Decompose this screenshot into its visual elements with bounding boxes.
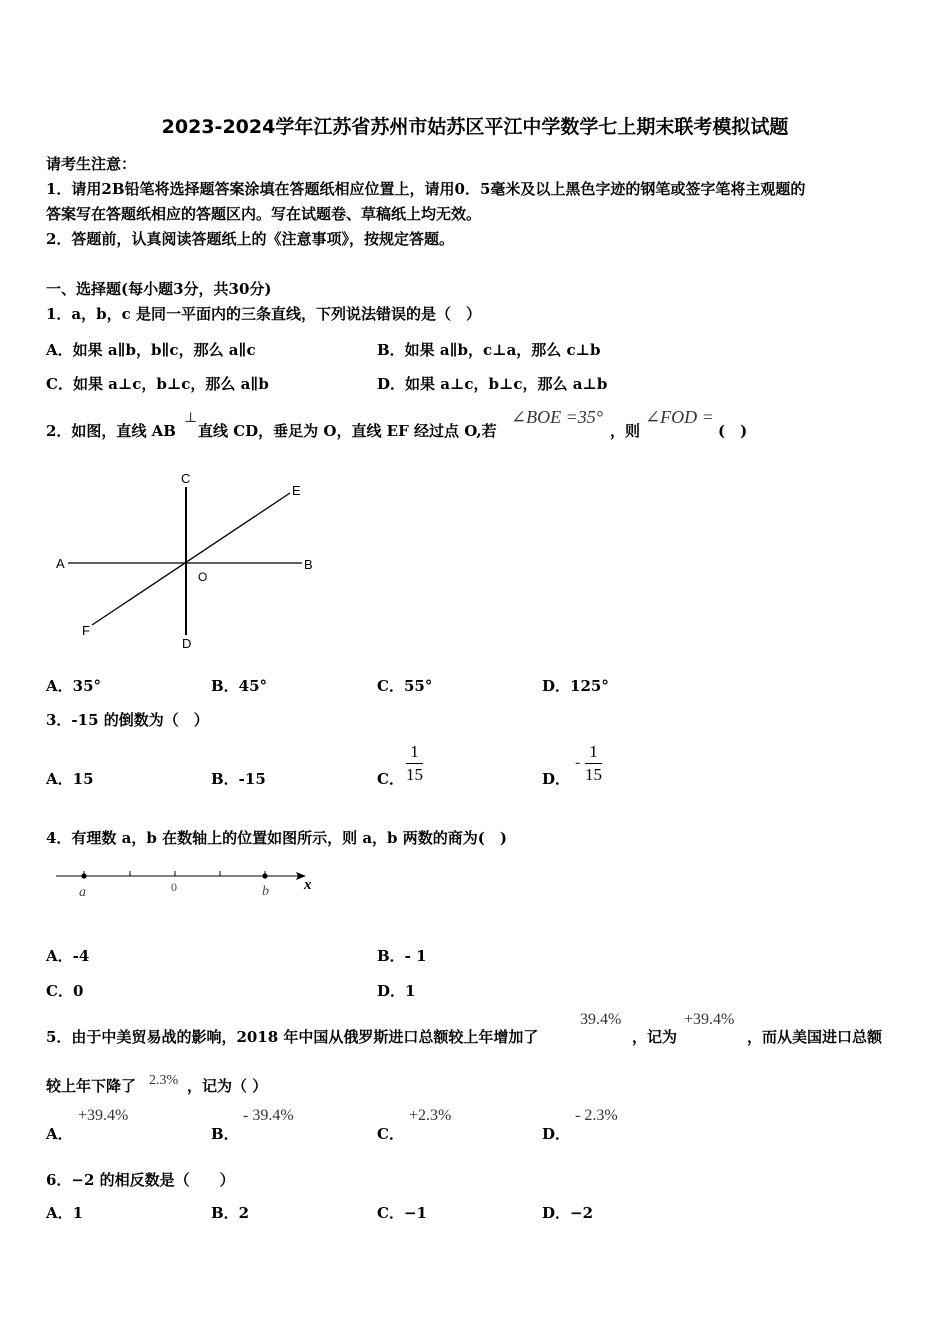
axis-label-b: b [262, 884, 269, 899]
label-a: A [56, 556, 65, 571]
q5-option-a-label[interactable]: A． [46, 1125, 73, 1143]
q3-d-sign: - [575, 754, 581, 771]
q1-stem: 1．a，b，c 是同一平面内的三条直线，下列说法错误的是（ ） [46, 305, 482, 323]
line-ef [92, 493, 290, 625]
label-d: D [182, 636, 192, 651]
axis-label-a: a [79, 885, 86, 900]
q5-value-1: 39.4% [580, 1011, 622, 1028]
q4-number-line [52, 862, 322, 902]
q5-option-c-value[interactable]: +2.3% [409, 1107, 452, 1124]
q2-stem-d: ( ) [718, 422, 748, 440]
q5-stem-e: ，记为（ ） [187, 1077, 268, 1095]
q3-option-c-fraction[interactable] [406, 741, 423, 786]
q2-option-b[interactable]: B．45° [211, 677, 268, 695]
q6-option-a[interactable]: A．1 [46, 1204, 84, 1222]
section-heading: 一、选择题(每小题3分，共30分) [46, 280, 272, 298]
q5-option-b-label[interactable]: B． [211, 1125, 239, 1143]
q3-d-numerator: 1 [585, 741, 602, 764]
q6-option-c[interactable]: C．−1 [377, 1204, 427, 1222]
q4-stem: 4．有理数 a，b 在数轴上的位置如图所示，则 a，b 两数的商为( ) [46, 829, 507, 847]
q3-c-numerator: 1 [406, 741, 423, 764]
q5-option-d-value[interactable]: - 2.3% [575, 1107, 618, 1124]
q3-d-denominator: 15 [585, 765, 602, 784]
q6-option-b[interactable]: B．2 [211, 1204, 250, 1222]
q5-option-a-value[interactable]: +39.4% [78, 1107, 129, 1124]
q2-stem-a: 2．如图，直线 AB [46, 422, 176, 440]
q6-option-d[interactable]: D．−2 [542, 1204, 594, 1222]
q1-option-b[interactable]: B．如果 a∥b，c⊥a，那么 c⊥b [377, 341, 601, 359]
q5-value-3: 2.3% [149, 1073, 179, 1088]
notice-line-1b: 答案写在答题纸相应的答题区内。写在试题卷、草稿纸上均无效。 [46, 205, 482, 223]
q5-stem-c: ，而从美国进口总额 [747, 1028, 883, 1046]
q2-stem-c: ，则 [610, 422, 641, 440]
q3-option-c-label[interactable]: C． [377, 770, 404, 788]
q4-option-a[interactable]: A．-4 [46, 947, 90, 965]
q3-option-d-fraction[interactable] [585, 741, 602, 786]
notice-line-1a: 1．请用2B铅笔将选择题答案涂填在答题纸相应位置上，请用0．5毫米及以上黑色字迹的钢笔或签字笔将主观题的 [46, 180, 806, 198]
q1-option-d[interactable]: D．如果 a⊥c，b⊥c，那么 a⊥b [377, 375, 608, 393]
label-o: O [198, 570, 208, 584]
q2-angle-boe: ∠BOE =35° [511, 407, 603, 427]
q5-option-b-value[interactable]: - 39.4% [243, 1107, 294, 1124]
q5-option-c-label[interactable]: C． [377, 1125, 404, 1143]
notice-heading: 请考生注意： [46, 155, 137, 173]
q6-stem: 6．−2 的相反数是（ ） [46, 1171, 235, 1189]
q5-stem-d: 较上年下降了 [46, 1077, 137, 1095]
q4-option-d[interactable]: D．1 [377, 982, 416, 1000]
q1-option-a[interactable]: A．如果 a∥b，b∥c，那么 a∥c [46, 341, 256, 359]
q3-c-denominator: 15 [406, 765, 423, 784]
notice-line-2: 2．答题前，认真阅读答题纸上的《注意事项》，按规定答题。 [46, 230, 454, 248]
q2-figure [50, 465, 325, 655]
q2-stem-b: 直线 CD，垂足为 O，直线 EF 经过点 O,若 [198, 422, 497, 440]
label-c: C [181, 471, 191, 486]
q2-option-d[interactable]: D．125° [542, 677, 609, 695]
q2-perp-symbol: ⊥ [184, 411, 198, 426]
q3-option-d-label[interactable]: D． [542, 770, 571, 788]
label-f: F [82, 623, 90, 638]
q3-option-b[interactable]: B．-15 [211, 770, 266, 788]
label-e: E [292, 483, 301, 498]
q2-angle-fod: ∠FOD = [645, 407, 714, 427]
axis-label-zero: 0 [171, 880, 177, 894]
point-a [81, 873, 86, 878]
point-b [262, 873, 267, 878]
q4-option-b[interactable]: B．- 1 [377, 947, 427, 965]
q3-option-a[interactable]: A．15 [46, 770, 94, 788]
q5-stem-a: 5．由于中美贸易战的影响，2018 年中国从俄罗斯进口总额较上年增加了 [46, 1028, 539, 1046]
q1-option-c[interactable]: C．如果 a⊥c，b⊥c，那么 a∥b [46, 375, 269, 393]
q2-option-c[interactable]: C．55° [377, 677, 433, 695]
q5-value-2: +39.4% [684, 1011, 735, 1028]
q5-stem-b: ，记为 [632, 1028, 678, 1046]
page-title: 2023-2024学年江苏省苏州市姑苏区平江中学数学七上期末联考模拟试题 [161, 116, 789, 138]
q3-stem: 3．-15 的倒数为（ ） [46, 711, 209, 729]
q5-option-d-label[interactable]: D． [542, 1125, 571, 1143]
axis-label-x: x [304, 877, 312, 893]
q2-option-a[interactable]: A．35° [46, 677, 102, 695]
label-b: B [304, 557, 313, 572]
q4-option-c[interactable]: C．0 [46, 982, 84, 1000]
